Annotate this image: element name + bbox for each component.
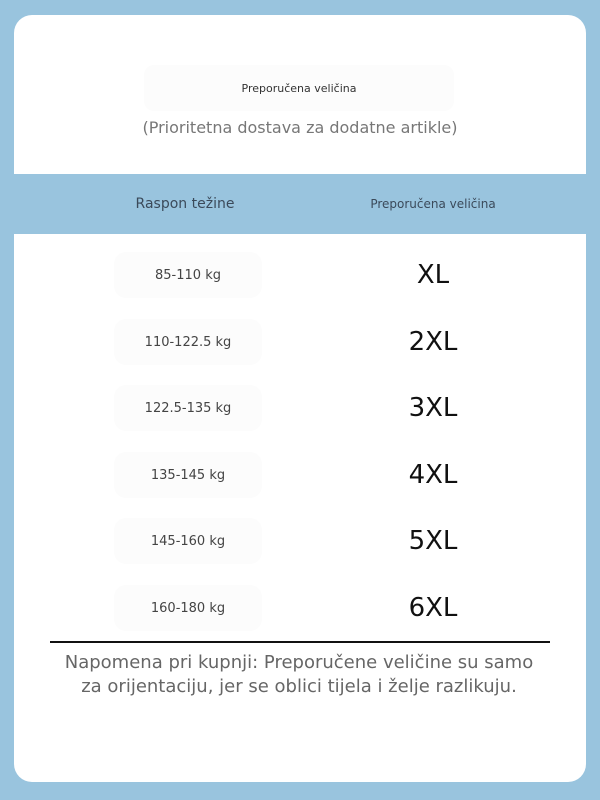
size-cell: 5XL <box>408 526 458 556</box>
table-row <box>14 250 586 300</box>
header-weight-range: Raspon težine <box>135 196 235 212</box>
size-cell: 4XL <box>408 460 458 490</box>
size-cell: 3XL <box>408 393 458 423</box>
header-recommended-size: Preporučena veličina <box>370 196 496 211</box>
divider <box>50 641 550 643</box>
table-row <box>14 516 586 566</box>
table-row <box>14 383 586 433</box>
table-row <box>14 583 586 633</box>
weight-cell: 160-180 kg <box>114 585 262 631</box>
weight-cell: 145-160 kg <box>114 518 262 564</box>
chart-title: Preporučena veličina <box>144 65 454 111</box>
table-row <box>14 450 586 500</box>
size-chart-card <box>14 15 586 782</box>
weight-cell: 85-110 kg <box>114 252 262 298</box>
purchase-note: Napomena pri kupnji: Preporučene veličine su samo za orijentaciju, jer se oblici tijela i želje razlikuju. <box>64 652 534 697</box>
size-cell: 6XL <box>408 593 458 623</box>
chart-subtitle: (Prioritetna dostava za dodatne artikle) <box>142 118 458 137</box>
table-header <box>14 174 586 234</box>
size-cell: 2XL <box>408 327 458 357</box>
size-cell: XL <box>416 260 450 290</box>
table-row <box>14 317 586 367</box>
weight-cell: 122.5-135 kg <box>114 385 262 431</box>
weight-cell: 110-122.5 kg <box>114 319 262 365</box>
weight-cell: 135-145 kg <box>114 452 262 498</box>
